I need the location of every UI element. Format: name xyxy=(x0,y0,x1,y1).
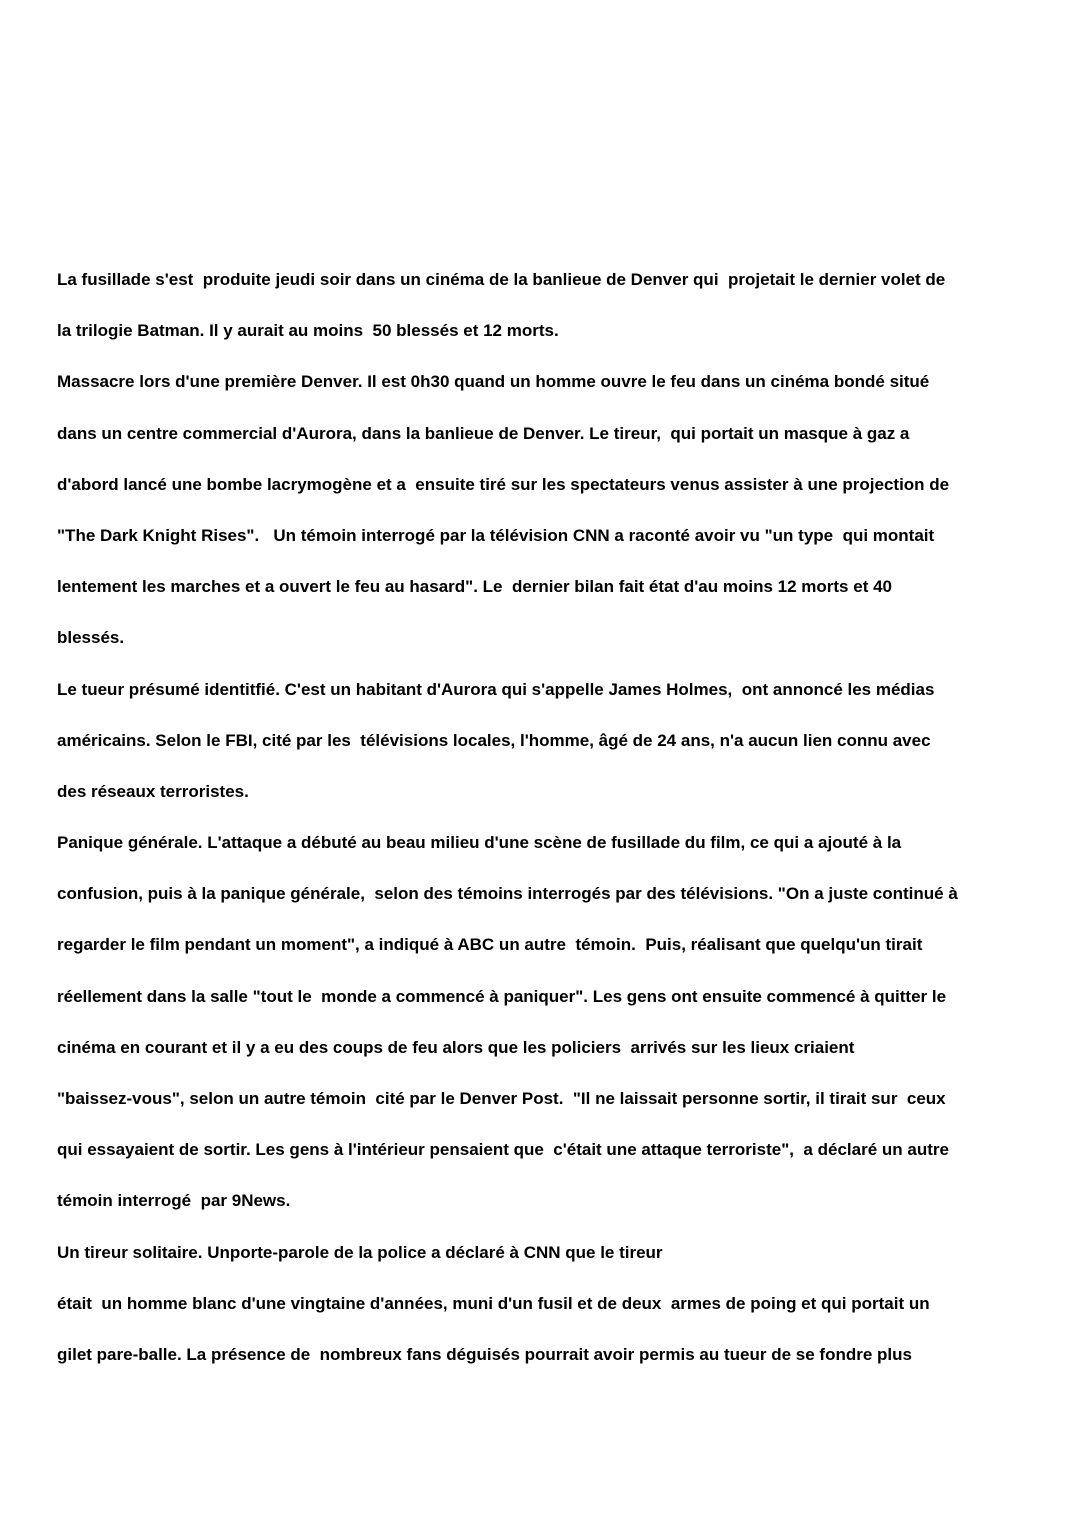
text-line: Le tueur présumé identitfié. C'est un habitant d'Aurora qui s'appelle James Holmes, ont annoncé les médias xyxy=(57,679,935,699)
text-line: dans un centre commercial d'Aurora, dans la banlieue de Denver. Le tireur, qui portait un masque à gaz a xyxy=(57,423,910,443)
text-line: témoin interrogé par 9News. xyxy=(57,1191,291,1211)
text-line: Un tireur solitaire. Unporte-parole de la police a déclaré à CNN que le tireur xyxy=(57,1242,663,1262)
text-line: "baissez-vous", selon un autre témoin cité par le Denver Post. "Il ne laissait personne sortir, il tirait sur ceux xyxy=(57,1089,946,1108)
text-line: blessés. xyxy=(57,628,125,648)
text-line: qui essayaient de sortir. Les gens à l'intérieur pensaient que c'était une attaque terroriste", a déclaré un autre xyxy=(57,1140,949,1160)
text-line: gilet pare-balle. La présence de nombreux fans déguisés pourrait avoir permis au tueur de se fondre plus xyxy=(57,1344,912,1364)
text-line: La fusillade s'est produite jeudi soir dans un cinéma de la banlieue de Denver qui projetait le dernier volet de xyxy=(57,270,946,289)
text-line: d'abord lancé une bombe lacrymogène et a ensuite tiré sur les spectateurs venus assister à une projection de xyxy=(57,474,950,494)
text-line: confusion, puis à la panique générale, selon des témoins interrogés par des télévisions. "On a juste continué à xyxy=(57,884,958,904)
text-line: était un homme blanc d'une vingtaine d'années, muni d'un fusil et de deux armes de poing et qui portait un xyxy=(57,1293,930,1313)
text-line: cinéma en courant et il y a eu des coups de feu alors que les policiers arrivés sur les lieux criaient xyxy=(57,1037,855,1057)
text-line: regarder le film pendant un moment", a indiqué à ABC un autre témoin. Puis, réalisant que quelqu'un tirait xyxy=(57,935,923,955)
article-body xyxy=(57,261,1057,1387)
text-line: réellement dans la salle "tout le monde a commencé à paniquer". Les gens ont ensuite commencé à quitter le xyxy=(57,986,947,1006)
text-line: des réseaux terroristes. xyxy=(57,781,249,801)
text-line: lentement les marches et a ouvert le feu au hasard". Le dernier bilan fait état d'au moins 12 morts et 40 xyxy=(57,577,892,597)
text-line: "The Dark Knight Rises". Un témoin interrogé par la télévision CNN a raconté avoir vu "un type qui montait xyxy=(57,525,935,545)
text-line: américains. Selon le FBI, cité par les télévisions locales, l'homme, âgé de 24 ans, n'a aucun lien connu avec xyxy=(57,730,931,750)
text-line: Panique générale. L'attaque a débuté au beau milieu d'une scène de fusillade du film, ce qui a ajouté à la xyxy=(57,833,902,853)
text-line: Massacre lors d'une première Denver. Il est 0h30 quand un homme ouvre le feu dans un cinéma bondé situé xyxy=(57,372,930,392)
text-line: la trilogie Batman. Il y aurait au moins 50 blessés et 12 morts. xyxy=(57,321,559,341)
